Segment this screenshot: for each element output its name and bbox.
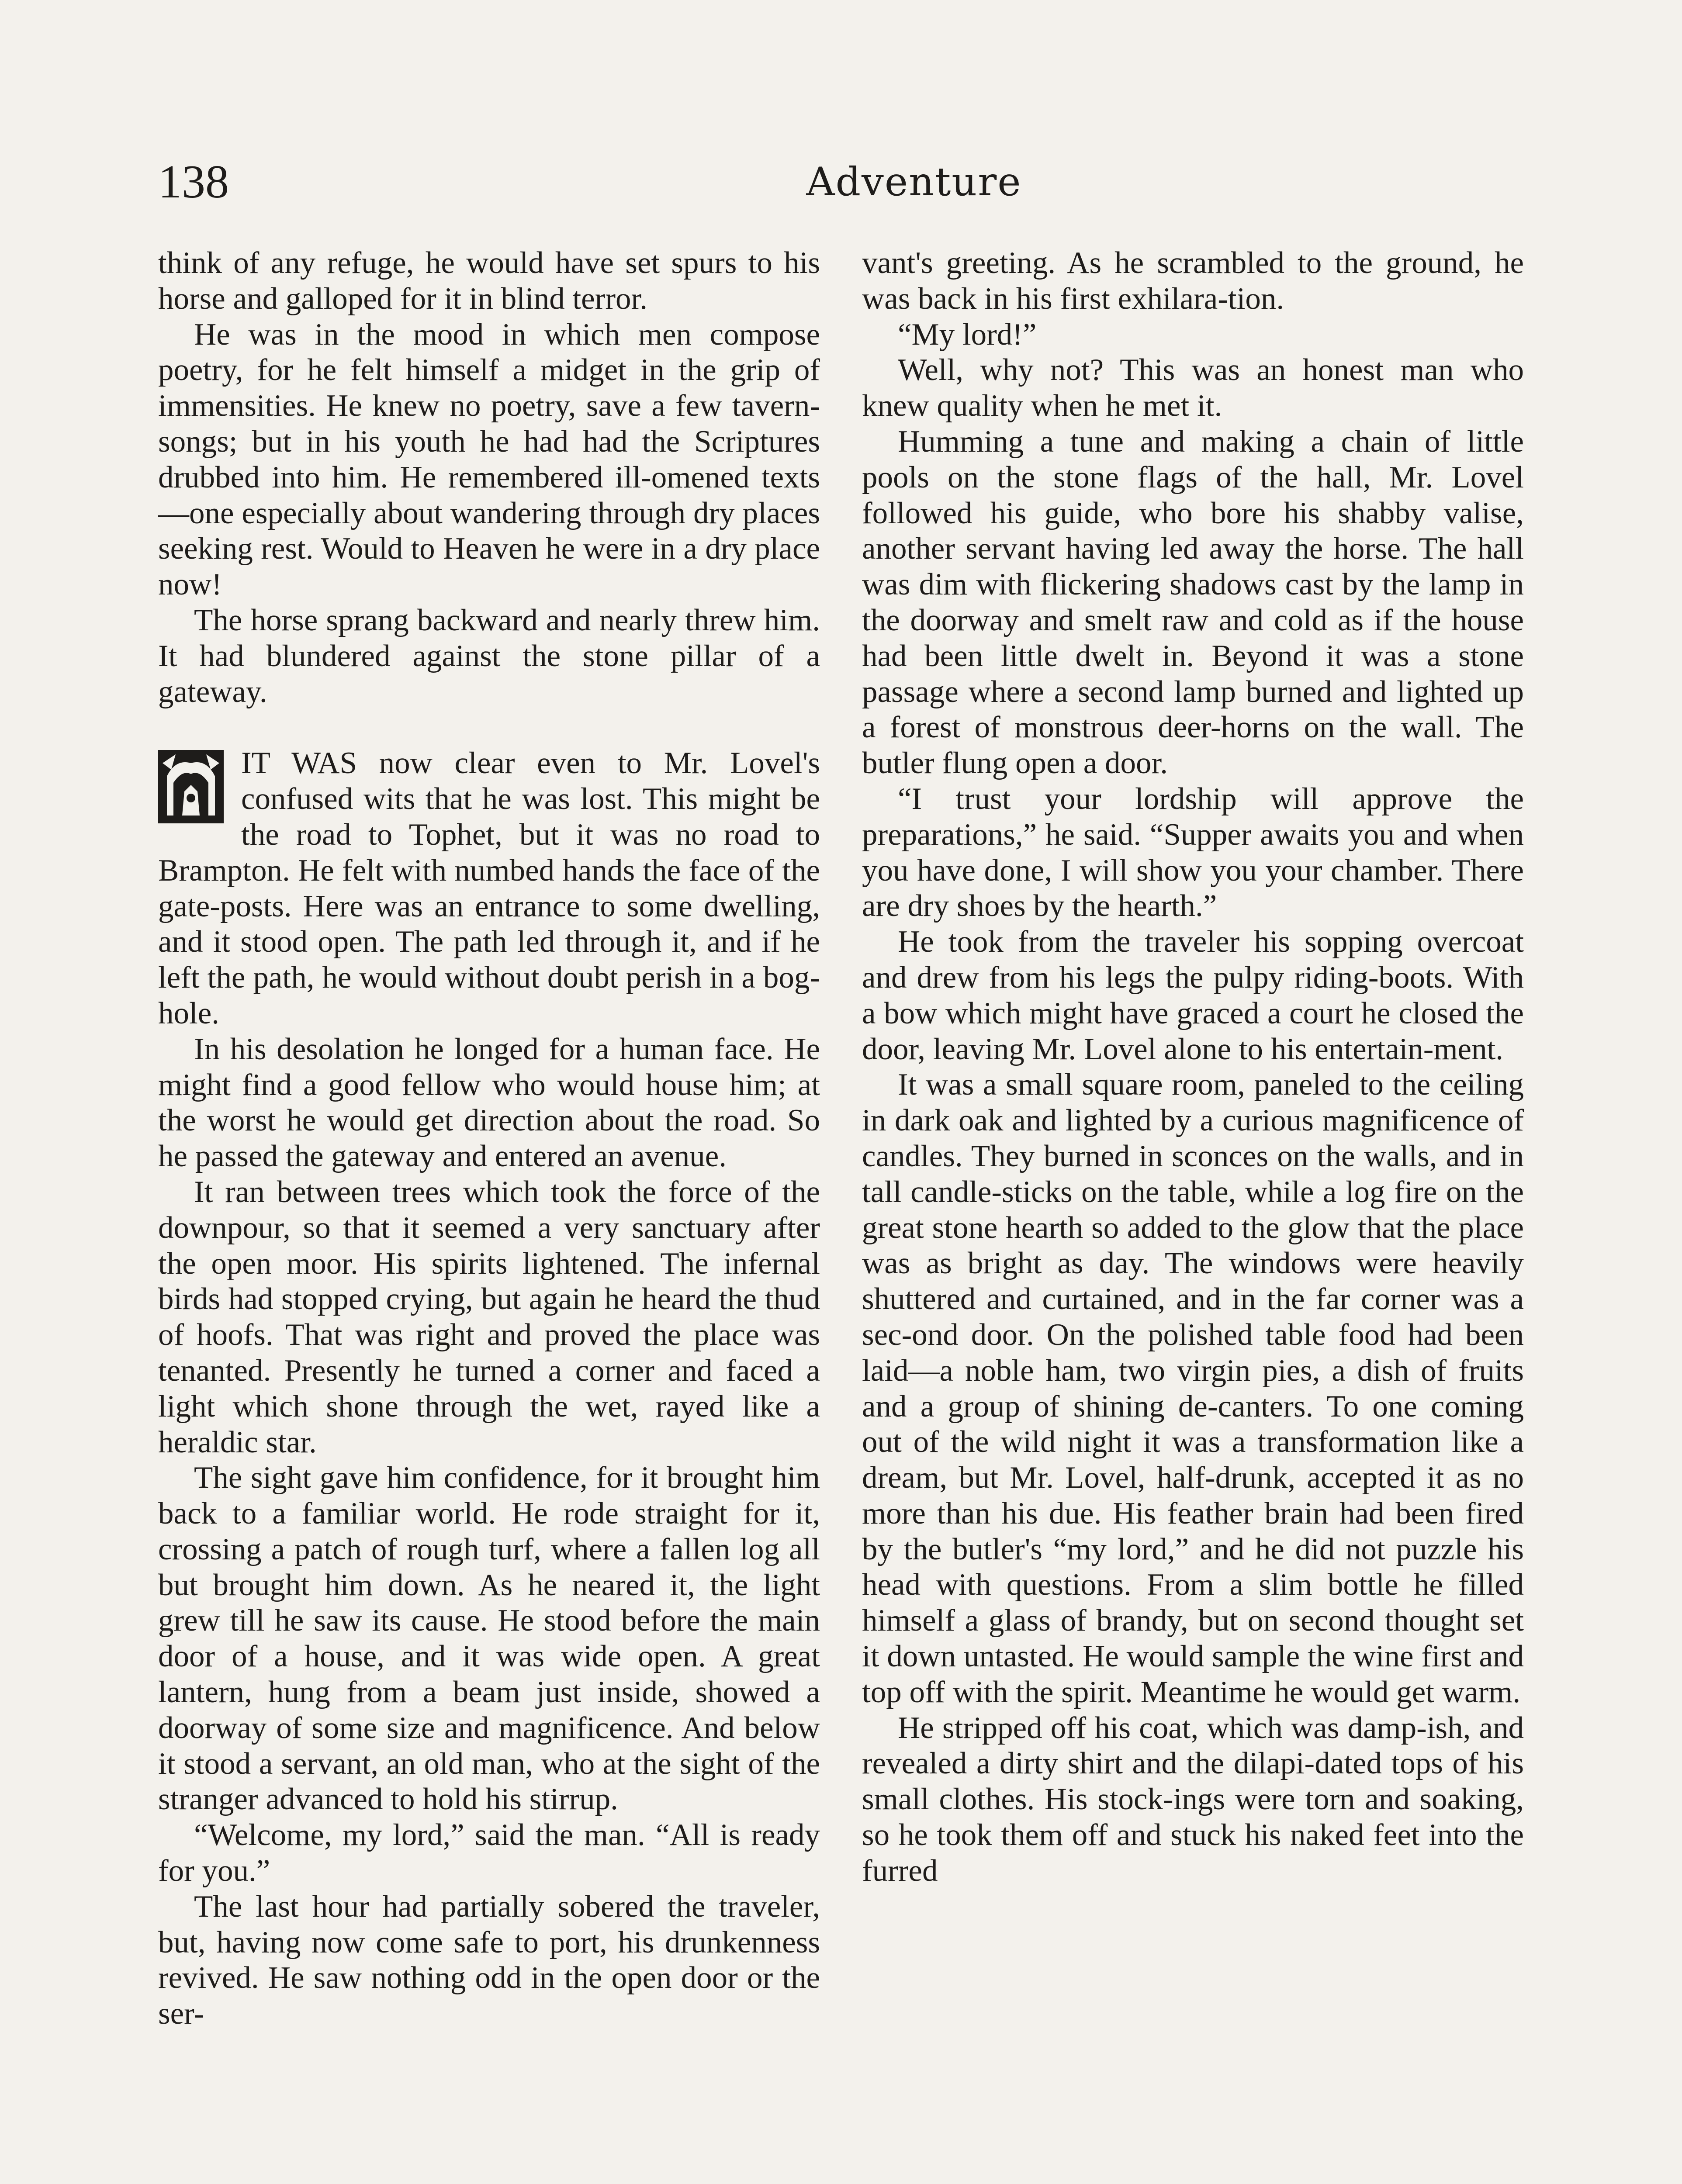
paragraph: It ran between trees which took the force of the downpour, so that it seemed a very sanctuary after the open moor. His spirits lightened. The infernal birds had stopped crying, but again he heard the thud of hoofs. That was right and proved the place was tenanted. Presently he turned a corner and faced a light which shone through the wet, rayed like a heraldic star. <box>158 1175 820 1459</box>
right-column <box>862 245 1524 1889</box>
page-number: 138 <box>158 156 229 208</box>
paragraph: IT WAS now clear even to Mr. Lovel's confused wits that he was lost. This might be the road to Tophet, but it was no road to Brampton. He felt with numbed hands the face of the gate-posts. Here was an entrance to some dwelling, and it stood open. The path led through it, and if he left the path, he would without doubt perish in a bog-hole. <box>158 746 820 1030</box>
left-column <box>158 245 820 2032</box>
running-head: Adventure <box>806 159 1022 205</box>
paragraph: In his desolation he longed for a human face. He might find a good fellow who would house him; at the worst he would get direction about the road. So he passed the gateway and entered an avenue. <box>158 1032 820 1174</box>
section-break-block <box>158 746 820 1031</box>
paragraph: The last hour had partially sobered the traveler, but, having now come safe to port, his drunkenness revived. He saw nothing odd in the open door or the ser- <box>158 1889 820 2031</box>
section-ornament-icon <box>158 750 224 823</box>
paragraph: “I trust your lordship will approve the preparations,” he said. “Supper awaits you and when you have done, I will show you your chamber. There are dry shoes by the hearth.” <box>862 781 1524 923</box>
paragraph: He was in the mood in which men compose poetry, for he felt himself a midget in the grip of immensities. He knew no poetry, save a few tavern-songs; but in his youth he had had the Scriptures drubbed into him. He remembered ill-omened texts —one especially about wandering through dry places seeking rest. Would to Heaven he were in a dry place now! <box>158 317 820 602</box>
paragraph: The sight gave him confidence, for it brought him back to a familiar world. He rode straight for it, crossing a patch of rough turf, where a fallen log all but brought him down. As he neared it, the light grew till he saw its cause. He stood before the main door of a house, and it was wide open. A great lantern, hung from a beam just inside, showed a doorway of some size and magnificence. And below it stood a servant, an old man, who at the sight of the stranger advanced to hold his stirrup. <box>158 1461 820 1817</box>
paragraph: “My lord!” <box>898 317 1037 352</box>
paragraph: vant's greeting. As he scrambled to the ground, he was back in his first exhilara-tion. <box>862 246 1524 316</box>
page-header <box>158 154 1521 211</box>
paragraph: It was a small square room, paneled to the ceiling in dark oak and lighted by a curious magnificence of candles. They burned in sconces on the walls, and in tall candle-sticks on the table, while a log fire on the great stone hearth so added to the glow that the place was as bright as day. The windows were heavily shuttered and curtained, and in the far corner was a sec-ond door. On the polished table food had been laid—a noble ham, two virgin pies, a dish of fruits and a group of shining de-canters. To one coming out of the wild night it was a transformation like a dream, but Mr. Lovel, half-drunk, accepted it as no more than his due. His feather brain had been fired by the butler's “my lord,” and he did not puzzle his head with questions. From a slim bottle he filled himself a glass of brandy, but on second thought set it down untasted. He would sample the wine first and top off with the spirit. Meantime he would get warm. <box>862 1068 1524 1709</box>
paragraph: Well, why not? This was an honest man who knew quality when he met it. <box>862 353 1524 423</box>
paragraph: He stripped off his coat, which was damp-ish, and revealed a dirty shirt and the dilapi-dated tops of his small clothes. His stock-ings were torn and soaking, so he took them off and stuck his naked feet into the furred <box>862 1711 1524 1888</box>
paragraph: He took from the traveler his sopping overcoat and drew from his legs the pulpy riding-boots. With a bow which might have graced a court he closed the door, leaving Mr. Lovel alone to his entertain-ment. <box>862 925 1524 1066</box>
paragraph: “Welcome, my lord,” said the man. “All is ready for you.” <box>158 1818 820 1888</box>
paragraph: Humming a tune and making a chain of little pools on the stone flags of the hall, Mr. Lovel followed his guide, who bore his shabby valise, another servant having led away the horse. The hall was dim with flickering shadows cast by the lamp in the doorway and smelt raw and cold as if the house had been little dwelt in. Beyond it was a stone passage where a second lamp burned and lighted up a forest of monstrous deer-horns on the wall. The butler flung open a door. <box>862 424 1524 781</box>
paragraph: The horse sprang backward and nearly threw him. It had blundered against the stone pillar of a gateway. <box>158 603 820 709</box>
paragraph: think of any refuge, he would have set spurs to his horse and galloped for it in blind terror. <box>158 246 820 316</box>
